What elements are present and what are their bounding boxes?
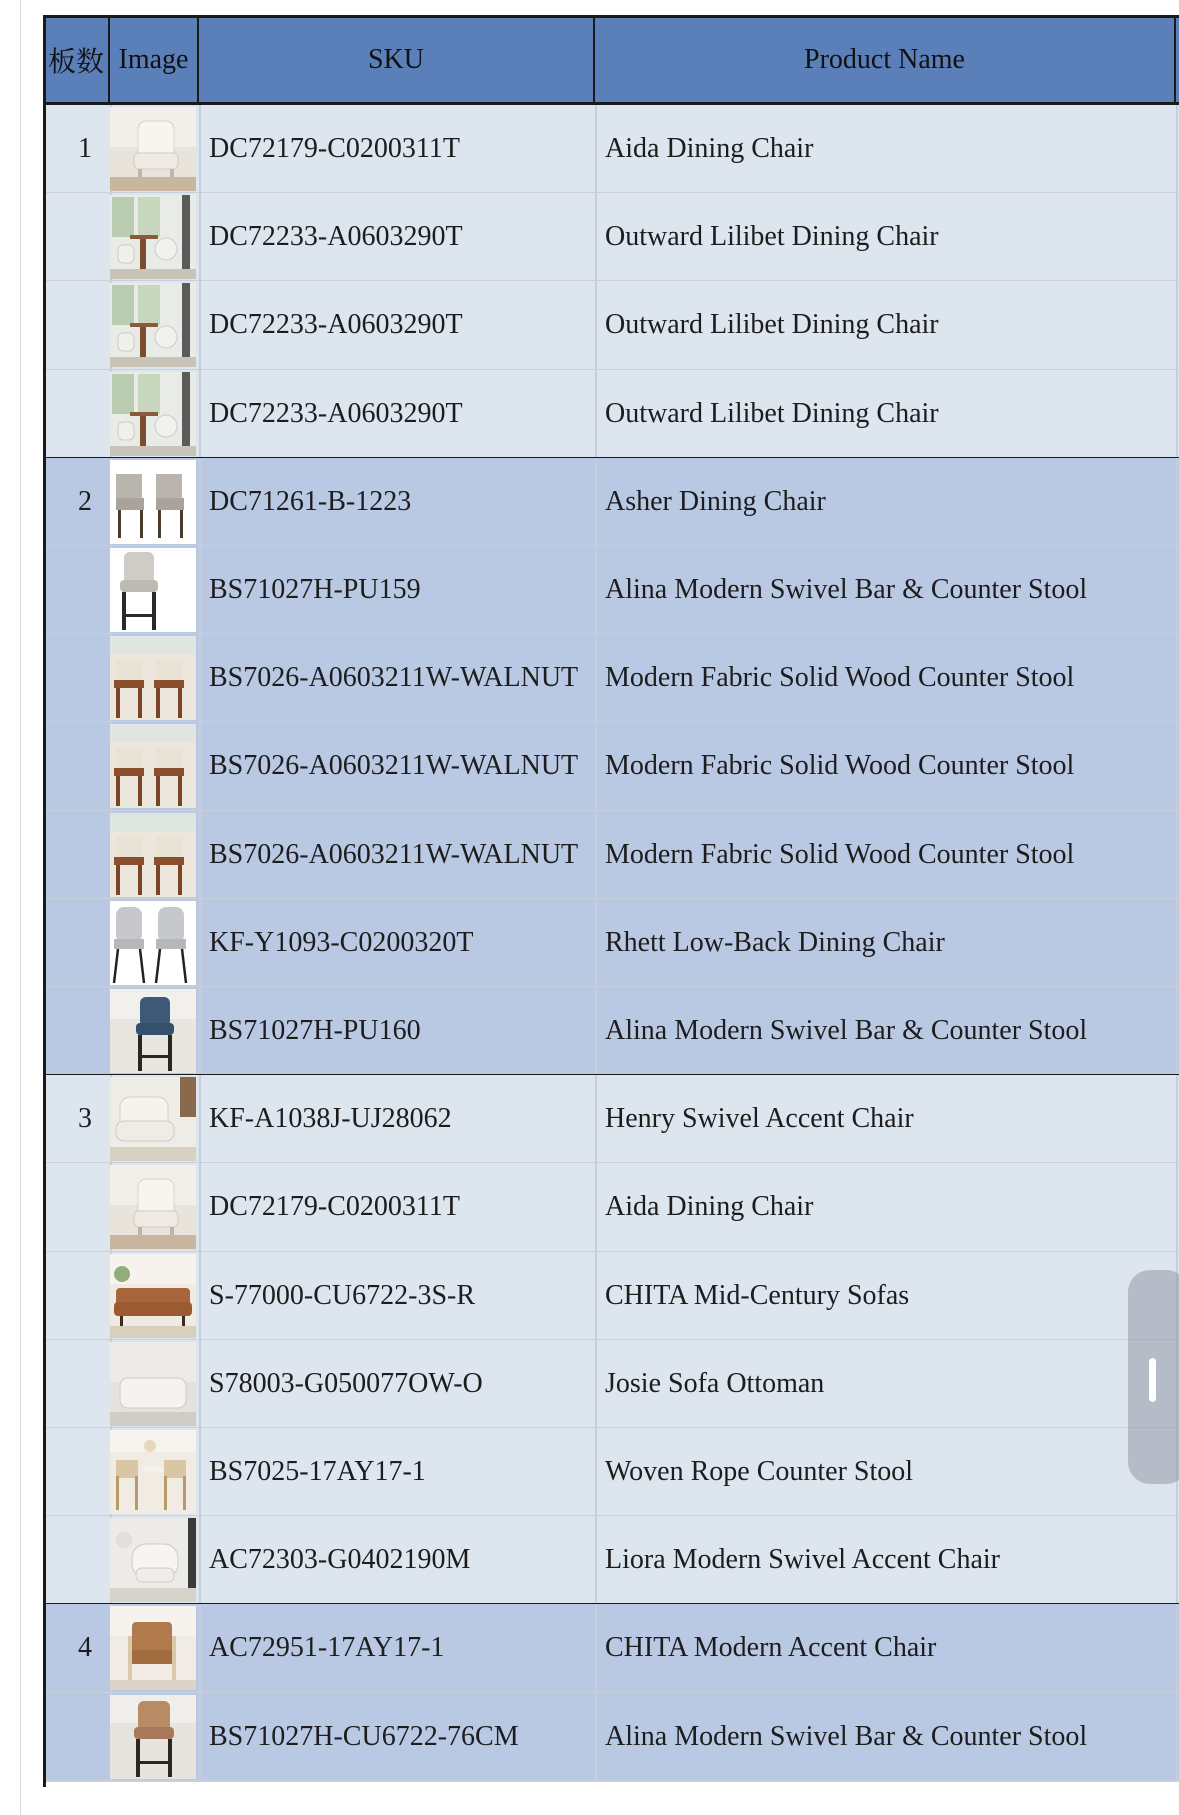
table-row[interactable] <box>44 1075 1179 1163</box>
walnut-stools-icon[interactable] <box>110 724 196 808</box>
header-sku[interactable]: SKU <box>199 18 595 102</box>
header-product-name[interactable]: Product Name <box>595 18 1176 102</box>
column-separator <box>1176 987 1178 1075</box>
sku-cell[interactable]: DC71261-B-1223 <box>209 485 412 517</box>
walnut-stools-icon[interactable] <box>110 813 196 897</box>
group-count-cell[interactable]: 3 <box>78 1103 92 1135</box>
product-name-cell[interactable]: Modern Fabric Solid Wood Counter Stool <box>605 662 1075 694</box>
table-row[interactable] <box>44 1163 1179 1251</box>
table-header <box>44 15 1179 105</box>
table-row[interactable] <box>44 1604 1179 1692</box>
product-name-cell[interactable]: Alina Modern Swivel Bar & Counter Stool <box>605 574 1088 605</box>
product-name-cell[interactable]: Outward Lilibet Dining Chair <box>605 309 939 341</box>
table-row[interactable] <box>44 105 1179 193</box>
table-row[interactable] <box>44 634 1179 722</box>
product-name-cell[interactable]: Liora Modern Swivel Accent Chair <box>605 1544 1001 1576</box>
sku-cell[interactable]: BS7025-17AY17-1 <box>209 1456 426 1487</box>
product-name-cell[interactable]: Modern Fabric Solid Wood Counter Stool <box>605 838 1075 870</box>
group-count-cell[interactable] <box>44 811 110 899</box>
dining-room-scene-icon[interactable] <box>110 283 196 367</box>
product-name-cell[interactable]: Woven Rope Counter Stool <box>605 1456 914 1487</box>
accent-chair-icon[interactable] <box>110 1077 196 1161</box>
column-separator <box>1176 899 1178 987</box>
column-separator <box>1176 281 1178 369</box>
grey-chairs-icon[interactable] <box>110 901 196 985</box>
sku-cell[interactable]: BS71027H-PU159 <box>209 574 421 605</box>
product-name-cell[interactable]: Modern Fabric Solid Wood Counter Stool <box>605 750 1075 782</box>
column-separator <box>1176 722 1178 810</box>
group-count-cell[interactable] <box>44 1428 110 1516</box>
product-name-cell[interactable]: Alina Modern Swivel Bar & Counter Stool <box>605 1720 1088 1752</box>
product-name-cell[interactable]: Asher Dining Chair <box>605 485 826 517</box>
group-count-cell[interactable] <box>44 1693 110 1781</box>
group-count-cell[interactable] <box>44 1163 110 1251</box>
table-row[interactable] <box>44 370 1179 458</box>
column-separator <box>1176 1516 1178 1604</box>
table-row[interactable] <box>44 1693 1179 1781</box>
product-name-cell[interactable]: Outward Lilibet Dining Chair <box>605 397 939 429</box>
column-separator <box>1176 458 1178 546</box>
tan-stool-icon[interactable] <box>110 1695 196 1779</box>
column-separator <box>1176 1075 1178 1163</box>
group-count-cell[interactable] <box>44 899 110 987</box>
rope-stools-icon[interactable] <box>110 1430 196 1514</box>
leather-accent-chair-icon[interactable] <box>110 1606 196 1690</box>
walnut-stools-icon[interactable] <box>110 636 196 720</box>
sku-cell[interactable]: DC72233-A0603290T <box>209 309 463 341</box>
scrollbar-handle[interactable] <box>1128 1270 1179 1484</box>
product-name-cell[interactable]: Henry Swivel Accent Chair <box>605 1103 914 1135</box>
table-row[interactable] <box>44 1340 1179 1428</box>
sku-cell[interactable]: DC72179-C0200311T <box>209 1191 460 1223</box>
group-count-cell[interactable]: 2 <box>78 485 92 517</box>
column-separator <box>1176 193 1178 281</box>
bar-stool-icon[interactable] <box>110 548 196 632</box>
table-row[interactable] <box>44 193 1179 281</box>
group-count-cell[interactable] <box>44 1252 110 1340</box>
sku-cell[interactable]: KF-A1038J-UJ28062 <box>209 1103 452 1135</box>
table-row[interactable] <box>44 1516 1179 1604</box>
swivel-chair-icon[interactable] <box>110 1518 196 1602</box>
group-count-cell[interactable] <box>44 281 110 369</box>
column-separator <box>1176 811 1178 899</box>
sku-cell[interactable]: BS7026-A0603211W-WALNUT <box>209 750 579 782</box>
product-name-cell[interactable]: Rhett Low-Back Dining Chair <box>605 926 945 958</box>
table-row[interactable] <box>44 458 1179 546</box>
sku-cell[interactable]: S-77000-CU6722-3S-R <box>209 1279 476 1311</box>
product-name-cell[interactable]: CHITA Mid-Century Sofas <box>605 1279 910 1311</box>
column-separator <box>1176 1163 1178 1251</box>
sku-cell[interactable]: S78003-G050077OW-O <box>209 1367 483 1399</box>
blue-stool-icon[interactable] <box>110 989 196 1073</box>
product-name-cell[interactable]: Alina Modern Swivel Bar & Counter Stool <box>605 1015 1088 1046</box>
product-name-cell[interactable]: CHITA Modern Accent Chair <box>605 1632 937 1664</box>
column-separator <box>1176 1693 1178 1781</box>
column-separator <box>1176 1604 1178 1692</box>
group-count-cell[interactable]: 1 <box>78 133 92 164</box>
table-row[interactable] <box>44 281 1179 369</box>
scroll-grip-icon <box>1149 1358 1156 1402</box>
header-image[interactable]: Image <box>110 18 199 102</box>
sku-cell[interactable]: BS7026-A0603211W-WALNUT <box>209 838 579 870</box>
header-group-count[interactable]: 板数 <box>44 18 110 102</box>
product-name-cell[interactable]: Josie Sofa Ottoman <box>605 1367 825 1399</box>
two-chairs-icon[interactable] <box>110 460 196 544</box>
column-separator <box>1176 105 1178 193</box>
dining-room-scene-icon[interactable] <box>110 372 196 456</box>
column-separator <box>1176 546 1178 634</box>
white-dining-chair-icon[interactable] <box>110 1165 196 1249</box>
sku-cell[interactable]: KF-Y1093-C0200320T <box>209 926 474 958</box>
column-separator <box>1176 370 1178 458</box>
product-name-cell[interactable]: Aida Dining Chair <box>605 133 814 164</box>
white-dining-chair-icon[interactable] <box>110 107 196 191</box>
sku-cell[interactable]: DC72233-A0603290T <box>209 221 463 253</box>
product-name-cell[interactable]: Aida Dining Chair <box>605 1191 814 1223</box>
table-row[interactable] <box>44 899 1179 987</box>
table-row[interactable] <box>44 987 1179 1075</box>
product-name-cell[interactable]: Outward Lilibet Dining Chair <box>605 221 939 253</box>
group-count-cell[interactable] <box>44 1516 110 1604</box>
grid-line <box>20 0 21 1815</box>
table-row[interactable] <box>44 1252 1179 1340</box>
group-count-cell[interactable] <box>44 722 110 810</box>
table-row[interactable] <box>44 811 1179 899</box>
ottoman-icon[interactable] <box>110 1342 196 1426</box>
row-divider <box>44 1780 1179 1782</box>
sku-cell[interactable]: AC72303-G0402190M <box>209 1544 471 1576</box>
sku-cell[interactable]: DC72179-C0200311T <box>209 133 460 164</box>
group-count-cell[interactable] <box>44 1340 110 1428</box>
column-separator <box>1176 634 1178 722</box>
sku-cell[interactable]: BS71027H-PU160 <box>209 1015 421 1046</box>
table-left-border <box>43 15 46 1787</box>
brown-sofa-icon[interactable] <box>110 1254 196 1338</box>
group-count-cell[interactable] <box>44 634 110 722</box>
group-count-cell[interactable] <box>44 370 110 458</box>
sku-cell[interactable]: DC72233-A0603290T <box>209 397 463 429</box>
table-row[interactable] <box>44 1428 1179 1516</box>
table-row[interactable] <box>44 546 1179 634</box>
group-count-cell[interactable] <box>44 193 110 281</box>
sku-cell[interactable]: BS7026-A0603211W-WALNUT <box>209 662 579 694</box>
dining-room-scene-icon[interactable] <box>110 195 196 279</box>
sku-cell[interactable]: AC72951-17AY17-1 <box>209 1632 445 1664</box>
group-count-cell[interactable] <box>44 546 110 634</box>
table-row[interactable] <box>44 722 1179 810</box>
group-count-cell[interactable] <box>44 987 110 1075</box>
sku-cell[interactable]: BS71027H-CU6722-76CM <box>209 1720 519 1752</box>
group-count-cell[interactable]: 4 <box>78 1632 92 1664</box>
